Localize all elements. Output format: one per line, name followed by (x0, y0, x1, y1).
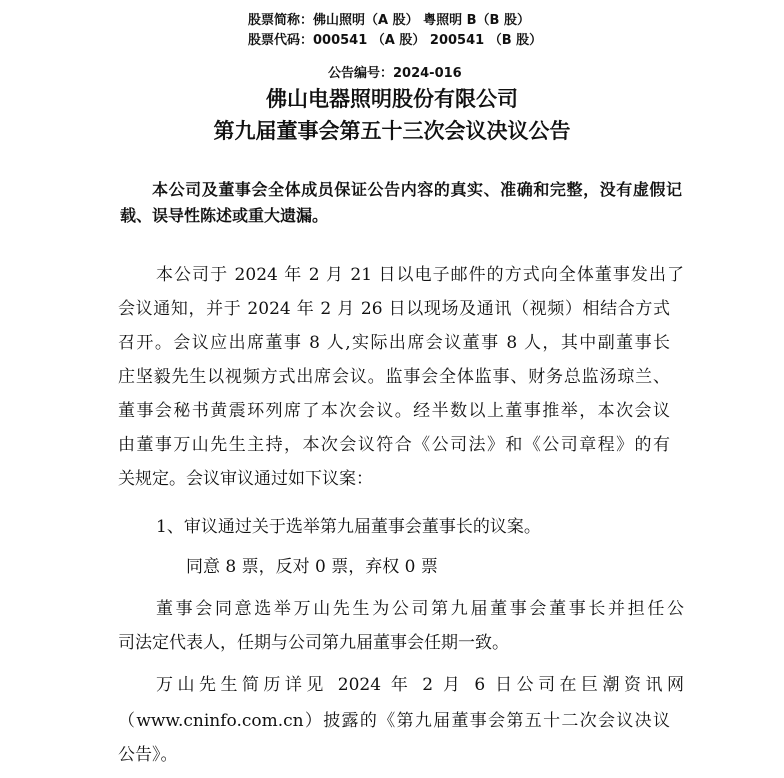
statement-line-2: 载、误导性陈述或重大遗漏。 (120, 206, 329, 225)
para1-line-6: 由董事万山先生主持，本次会议符合《公司法》和《公司章程》的有 (118, 435, 670, 455)
para2-line-2: 司法定代表人，任期与公司第九届董事会任期一致。 (118, 633, 509, 653)
notice-number: 公告编号：2024-016 (328, 66, 462, 81)
vote-result: 同意 8 票，反对 0 票，弃权 0 票 (186, 557, 438, 577)
para1-line-2: 会议通知，并于 2024 年 2 月 26 日以现场及通讯（视频）相结合方式 (118, 299, 670, 319)
para1-line-4: 庄坚毅先生以视频方式出席会议。监事会全体监事、财务总监汤琼兰、 (118, 367, 670, 387)
para3-line-3: 公告》。 (118, 745, 178, 765)
stock-name-line: 股票简称：佛山照明（A 股） 粤照明 B（B 股） (248, 13, 530, 28)
para3-line-1: 万山先生简历详见 2024 年 2 月 6 日公司在巨潮资讯网 (156, 675, 684, 695)
para1-line-3: 召开。会议应出席董事 8 人,实际出席会议董事 8 人，其中副董事长 (118, 333, 670, 353)
statement-line-1: 本公司及董事会全体成员保证公告内容的真实、准确和完整，没有虚假记 (152, 180, 682, 199)
stock-code-line: 股票代码：000541 （A 股） 200541 （B 股） (248, 33, 543, 48)
para1-line-1: 本公司于 2024 年 2 月 21 日以电子邮件的方式向全体董事发出了 (156, 265, 684, 285)
para1-line-5: 董事会秘书黄震环列席了本次会议。经半数以上董事推举，本次会议 (118, 401, 670, 421)
para3-line-2: （www.cninfo.com.cn）披露的《第九届董事会第五十二次会议决议 (118, 711, 670, 731)
motion-item-1: 1、审议通过关于选举第九届董事会董事长的议案。 (156, 517, 541, 537)
para2-line-1: 董事会同意选举万山先生为公司第九届董事会董事长并担任公 (156, 599, 684, 619)
company-title: 佛山电器照明股份有限公司 (266, 87, 518, 111)
announcement-title: 第九届董事会第五十三次会议决议公告 (213, 119, 571, 143)
para1-line-7: 关规定。会议审议通过如下议案： (118, 469, 373, 489)
